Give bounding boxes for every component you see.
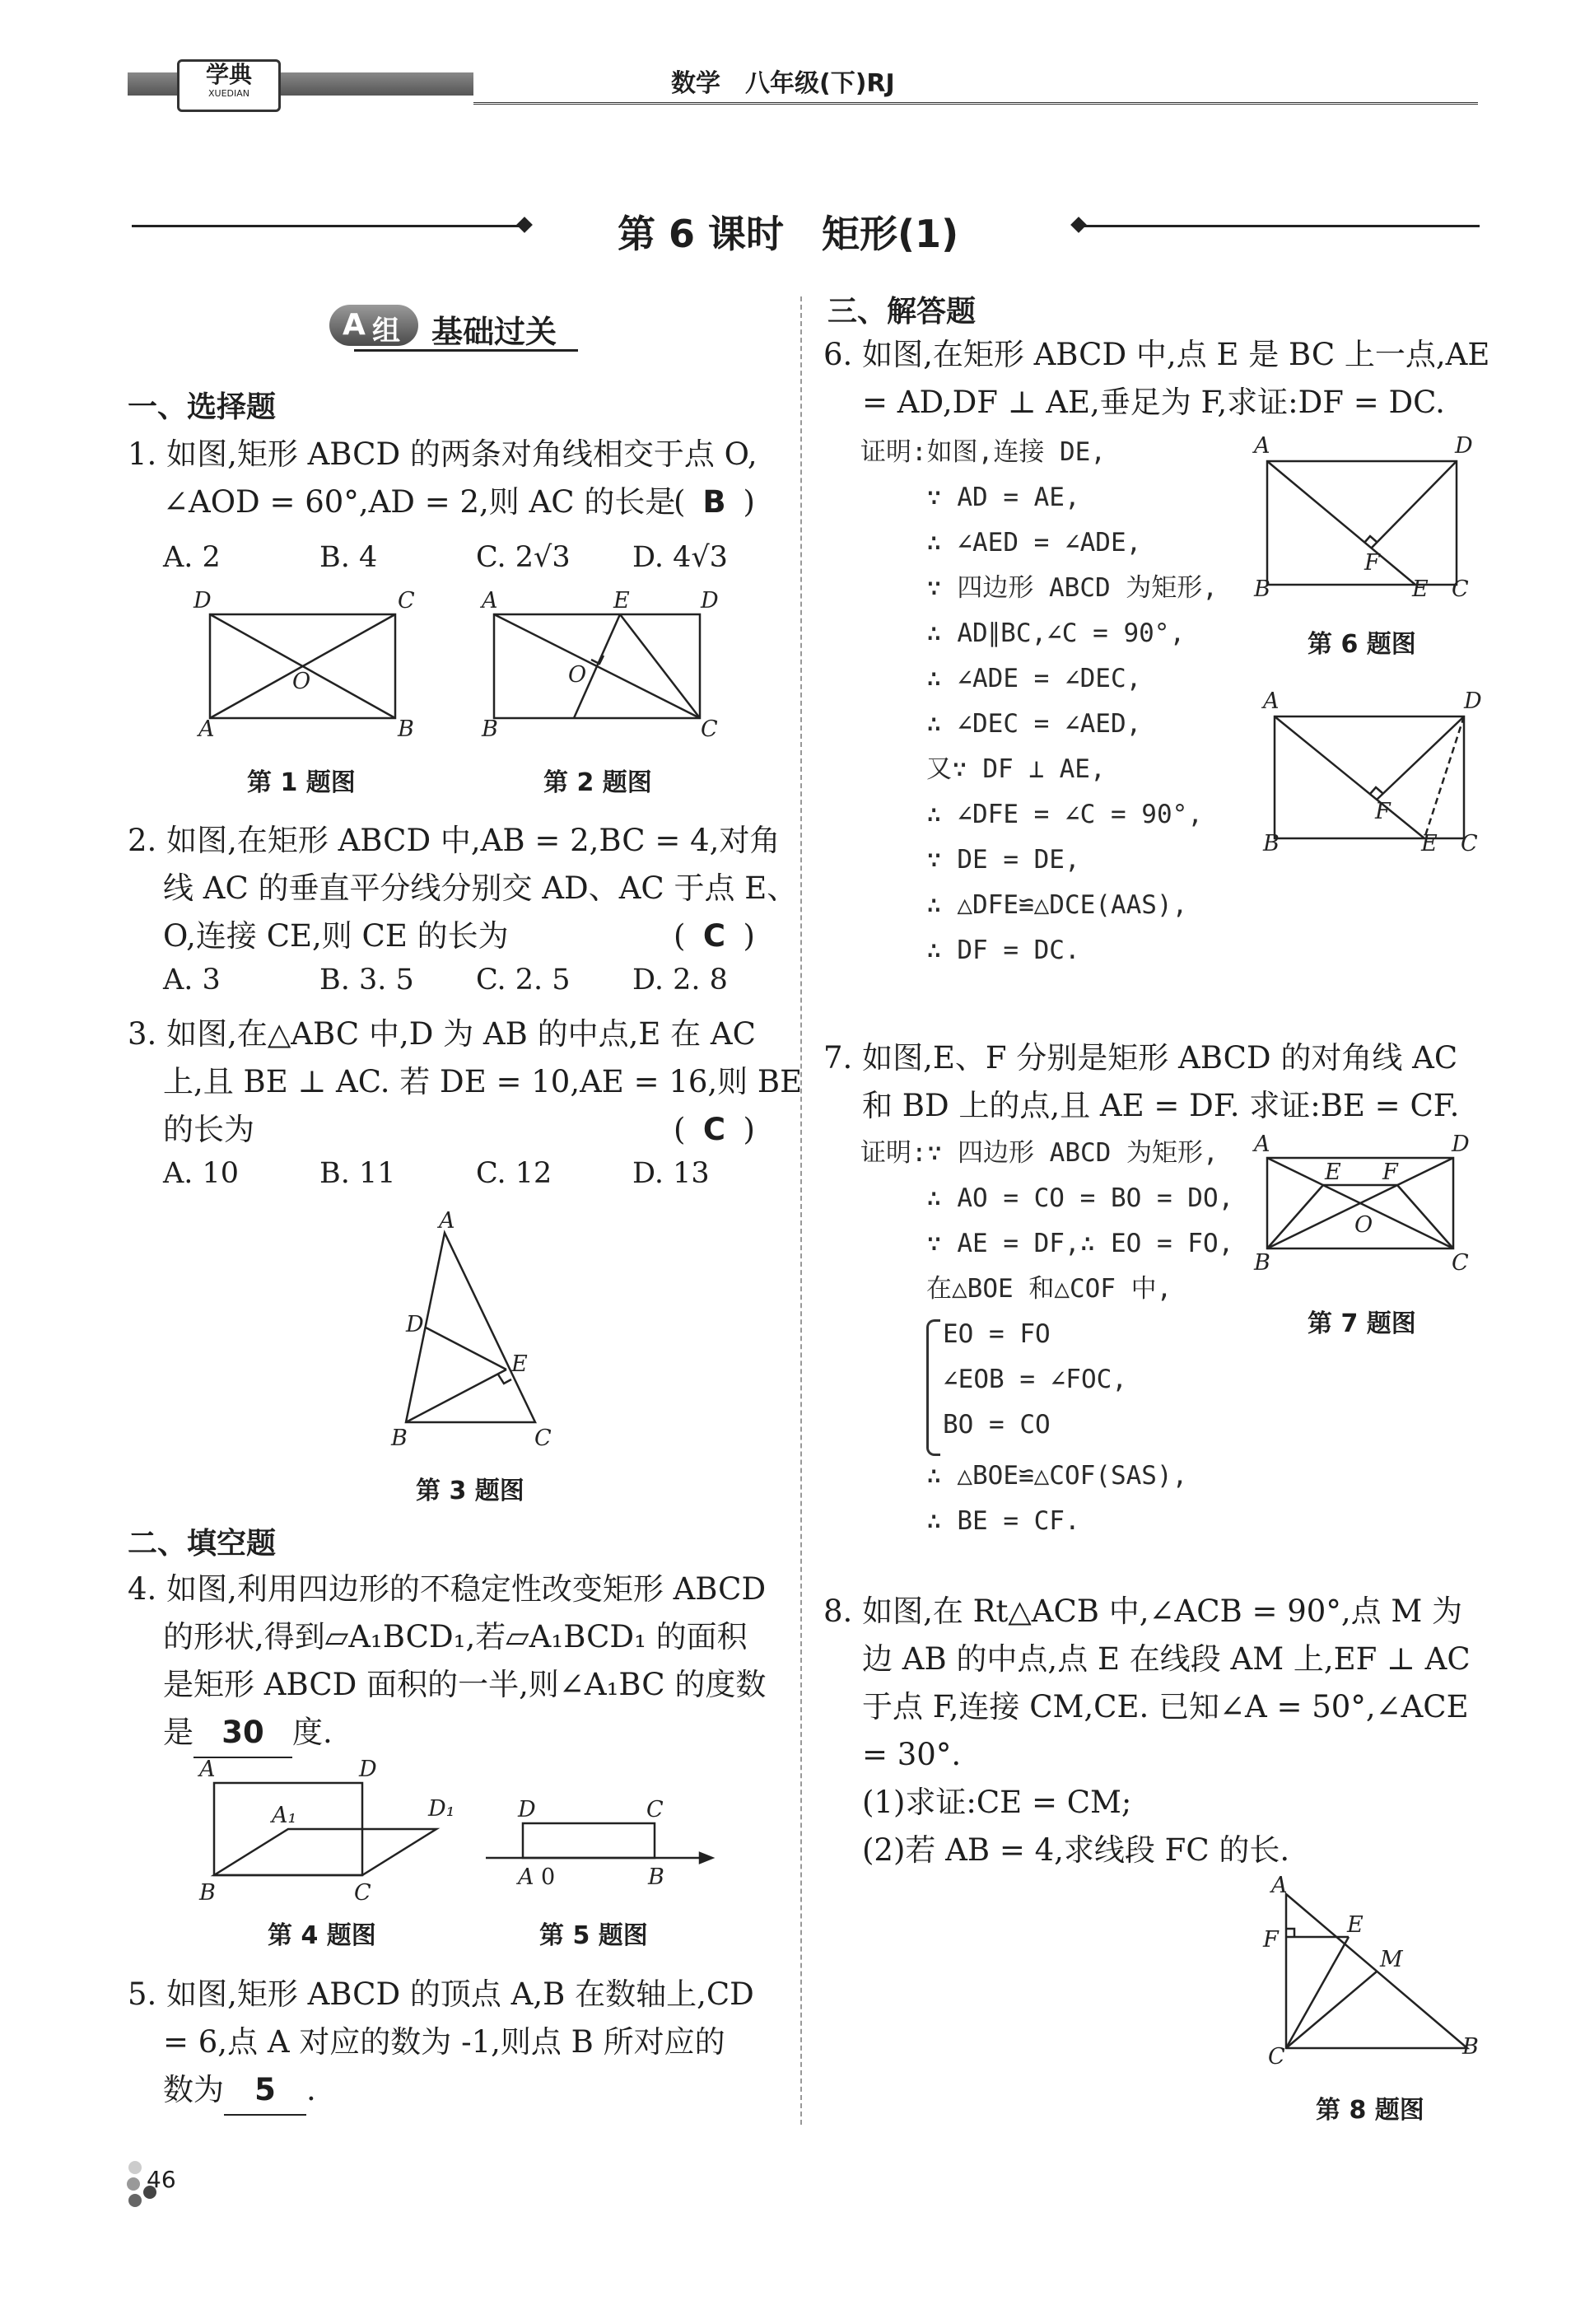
- fig6-right-angle: [1364, 536, 1377, 543]
- fig7-label-d: D: [1452, 1132, 1470, 1157]
- fig2-label-c: C: [701, 716, 718, 741]
- title-diamond-left: [516, 217, 533, 233]
- group-badge-text: 基础过关: [431, 314, 557, 350]
- q6-proof-7: 又∵ DF ⊥ AE,: [926, 754, 1106, 784]
- q2-option-d: D. 2. 8: [632, 964, 728, 996]
- q1-option-a: A. 2: [163, 541, 221, 574]
- fig8-label-c: C: [1268, 2044, 1285, 2069]
- q3-option-b: B. 11: [319, 1157, 396, 1190]
- fig7-label-c: C: [1452, 1250, 1469, 1276]
- q2-answer: C: [702, 918, 726, 954]
- q6-line1: 6. 如图,在矩形 ABCD 中,点 E 是 BC 上一点,AE: [823, 337, 1490, 372]
- fig6b-label-c: C: [1461, 831, 1478, 856]
- q1-line2: ∠AOD = 60°,AD = 2,则 AC 的长是: [163, 484, 676, 520]
- footer-dot: [128, 2161, 142, 2174]
- header-bar: [128, 59, 1478, 109]
- q1-answer-box: ( B ): [674, 478, 755, 526]
- figure-6-answer: [1252, 684, 1499, 856]
- q6-line2: = AD,DF ⊥ AE,垂足为 F,求证:DF = DC.: [862, 385, 1445, 420]
- fig6-rect: [1267, 461, 1457, 585]
- footer-dot: [127, 2177, 140, 2191]
- fig4-label-b: B: [199, 1880, 216, 1906]
- figure-7: [1239, 1128, 1486, 1276]
- fig6-segment-df: [1371, 461, 1457, 548]
- q2-option-b: B. 3. 5: [319, 964, 414, 996]
- fig3-segment-de: [426, 1328, 506, 1370]
- q7-proof-7: ∴ △BOE≌△COF(SAS),: [926, 1461, 1188, 1491]
- q2-line1: 2. 如图,在矩形 ABCD 中,AB = 2,BC = 4,对角: [128, 823, 781, 858]
- fig3-label-e: E: [511, 1351, 528, 1377]
- fig7-segment-be: [1267, 1185, 1323, 1248]
- caption-fig7: 第 7 题图: [1308, 1309, 1416, 1338]
- q2-line2: 线 AC 的垂直平分线分别交 AD、AC 于点 E、: [163, 870, 798, 906]
- caption-fig3: 第 3 题图: [416, 1477, 524, 1505]
- q4-line4-prefix: 是: [163, 1715, 193, 1750]
- page-number: 46: [147, 2166, 176, 2193]
- fig4-label-d1: D₁: [428, 1796, 455, 1822]
- fig1-label-b: B: [398, 716, 414, 741]
- q3-line3: 的长为: [163, 1112, 254, 1147]
- q5-line3-prefix: 数为: [163, 2072, 224, 2107]
- fig3-label-a: A: [439, 1208, 455, 1234]
- fig2-label-e: E: [613, 588, 630, 614]
- q7-proof-3: 在△BOE 和△COF 中,: [926, 1274, 1172, 1304]
- q3-answer: C: [702, 1112, 726, 1147]
- q6-proof-6: ∴ ∠DEC = ∠AED,: [926, 709, 1142, 739]
- fig6-label-c: C: [1452, 576, 1469, 601]
- figure-2: [473, 585, 737, 741]
- q7-line1: 7. 如图,E、F 分别是矩形 ABCD 的对角线 AC: [823, 1040, 1458, 1076]
- fig5-label-c: C: [646, 1797, 664, 1822]
- group-badge: [329, 303, 576, 352]
- q2-option-a: A. 3: [163, 964, 221, 996]
- fig5-label-zero: 0: [541, 1864, 556, 1890]
- q2-option-c: C. 2. 5: [476, 964, 571, 996]
- q6-proof-4: ∴ AD∥BC,∠C = 90°,: [926, 618, 1186, 648]
- fig2-label-a: A: [482, 588, 498, 614]
- fig8-right-angle: [1286, 1929, 1294, 1937]
- q6-proof-10: ∴ △DFE≌△DCE(AAS),: [926, 890, 1188, 920]
- fig6b-label-b: B: [1263, 831, 1280, 856]
- fig8-segment-cm: [1286, 1972, 1377, 2048]
- q5-line2: = 6,点 A 对应的数为 -1,则点 B 所对应的: [163, 2024, 725, 2060]
- fig7-label-f: F: [1382, 1160, 1398, 1185]
- fig7-label-e: E: [1325, 1160, 1341, 1185]
- fig2-label-o: O: [568, 662, 587, 688]
- q4-line4-suffix: 度.: [292, 1715, 333, 1750]
- q4-line1: 4. 如图,利用四边形的不稳定性改变矩形 ABCD: [128, 1571, 767, 1607]
- fig5-rect: [523, 1823, 655, 1858]
- fig6-label-f: F: [1364, 550, 1380, 576]
- fig3-right-angle: [498, 1374, 511, 1384]
- q7-brace: [926, 1319, 940, 1456]
- q7-proof-4: EO = FO: [943, 1319, 1051, 1349]
- fig2-label-d: D: [701, 588, 719, 614]
- q3-option-c: C. 12: [476, 1157, 552, 1190]
- q5-line3-suffix: .: [306, 2072, 316, 2107]
- fig6b-label-f: F: [1375, 799, 1391, 824]
- q1-option-d: D. 4√3: [632, 541, 728, 574]
- q6-proof-9: ∵ DE = DE,: [926, 845, 1080, 875]
- fig7-label-o: O: [1354, 1212, 1373, 1238]
- q3-line1: 3. 如图,在△ABC 中,D 为 AB 的中点,E 在 AC: [128, 1016, 756, 1052]
- caption-fig4: 第 4 题图: [268, 1921, 376, 1950]
- fig2-segment-ce: [620, 614, 700, 718]
- fig7-label-a: A: [1254, 1132, 1270, 1157]
- fig5-label-d: D: [518, 1797, 536, 1822]
- q7-proof-0: 证明:∵ 四边形 ABCD 为矩形,: [860, 1138, 1219, 1168]
- title-rule-right: [1080, 225, 1480, 227]
- q1-line1: 1. 如图,矩形 ABCD 的两条对角线相交于点 O,: [128, 436, 758, 472]
- q3-line2: 上,且 BE ⊥ AC. 若 DE = 10,AE = 16,则 BE: [163, 1064, 803, 1099]
- q1-option-b: B. 4: [319, 541, 378, 574]
- figure-5: [482, 1795, 716, 1902]
- fig8-label-a: A: [1271, 1873, 1288, 1898]
- q8-line6: (2)若 AB = 4,求线段 FC 的长.: [862, 1832, 1290, 1868]
- header-rule: [473, 102, 1478, 105]
- q6-proof-3: ∵ 四边形 ABCD 为矩形,: [926, 573, 1218, 603]
- fig4-label-a1: A₁: [272, 1803, 297, 1828]
- q8-line1: 8. 如图,在 Rt△ACB 中,∠ACB = 90°,点 M 为: [823, 1594, 1463, 1629]
- page-title: 第 6 课时 矩形(1): [618, 212, 959, 256]
- fig6-label-a: A: [1254, 433, 1270, 459]
- q6-proof-8: ∴ ∠DFE = ∠C = 90°,: [926, 800, 1203, 829]
- group-badge-a: A: [343, 308, 366, 342]
- fig4-label-c: C: [354, 1880, 371, 1906]
- q6-proof-0: 证明:如图,连接 DE,: [860, 437, 1106, 467]
- fig7-segment-cf: [1397, 1185, 1453, 1248]
- fig3-label-d: D: [406, 1312, 424, 1337]
- caption-fig6: 第 6 题图: [1308, 630, 1416, 659]
- fig5-label-a: A: [518, 1864, 534, 1890]
- q4-answer: 30: [193, 1709, 292, 1758]
- fig3-segment-be: [406, 1370, 506, 1422]
- q3-answer-box: ( C ): [674, 1106, 755, 1154]
- fig1-label-o: O: [292, 669, 311, 694]
- fig3-label-b: B: [391, 1426, 408, 1451]
- fig6b-right-angle: [1370, 787, 1382, 794]
- q7-proof-1: ∴ AO = CO = BO = DO,: [926, 1183, 1234, 1213]
- fig8-segment-ce: [1286, 1937, 1349, 2048]
- fig8-label-e: E: [1347, 1912, 1364, 1938]
- q4-line3: 是矩形 ABCD 面积的一半,则∠A₁BC 的度数: [163, 1667, 767, 1702]
- fig8-label-f: F: [1263, 1927, 1279, 1953]
- q6-proof-1: ∵ AD = AE,: [926, 483, 1080, 512]
- caption-fig5: 第 5 题图: [539, 1921, 648, 1950]
- q8-line2: 边 AB 的中点,点 E 在线段 AM 上,EF ⊥ AC: [862, 1641, 1471, 1677]
- logo-sub: XUEDIAN: [207, 88, 249, 99]
- q7-line2: 和 BD 上的点,且 AE = DF. 求证:BE = CF.: [862, 1088, 1460, 1123]
- figure-6: [1239, 428, 1486, 601]
- q8-line3: 于点 F,连接 CM,CE. 已知∠A = 50°,∠ACE: [862, 1689, 1469, 1724]
- figure-8: [1252, 1871, 1499, 2069]
- q7-proof-8: ∴ BE = CF.: [926, 1506, 1080, 1536]
- column-divider: [800, 296, 802, 2125]
- logo: [177, 59, 281, 112]
- footer-dot: [128, 2194, 142, 2207]
- q2-line3: O,连接 CE,则 CE 的长为: [163, 918, 509, 954]
- fig5-label-b: B: [648, 1864, 664, 1890]
- q1-answer: B: [702, 484, 726, 520]
- caption-fig1: 第 1 题图: [247, 768, 356, 797]
- section-choice: 一、选择题: [128, 390, 277, 424]
- fig6-label-e: E: [1412, 576, 1429, 601]
- q5-line1: 5. 如图,矩形 ABCD 的顶点 A,B 在数轴上,CD: [128, 1976, 754, 2012]
- title-rule-left: [132, 225, 527, 227]
- fig4-label-a: A: [199, 1758, 216, 1782]
- caption-fig2: 第 2 题图: [543, 768, 652, 797]
- q6-proof-11: ∴ DF = DC.: [926, 936, 1080, 965]
- fig1-label-a: A: [198, 716, 215, 741]
- fig1-label-d: D: [193, 588, 212, 614]
- fig6b-label-d: D: [1464, 688, 1482, 714]
- fig5-arrow: [700, 1853, 712, 1863]
- header-subject: 数学 八年级(下)RJ: [671, 69, 895, 98]
- fig6-label-d: D: [1455, 433, 1473, 459]
- fig6b-rect: [1275, 716, 1464, 838]
- fig4-label-d: D: [359, 1758, 377, 1782]
- q5-answer: 5: [224, 2066, 306, 2116]
- figure-4: [189, 1758, 461, 1906]
- fig6b-label-a: A: [1263, 688, 1280, 714]
- q2-answer-box: ( C ): [674, 912, 755, 960]
- q3-option-a: A. 10: [163, 1157, 240, 1190]
- q7-proof-6: BO = CO: [943, 1410, 1051, 1440]
- q8-line4: = 30°.: [862, 1737, 962, 1772]
- fig6-label-b: B: [1254, 576, 1270, 601]
- fig6b-label-e: E: [1421, 831, 1438, 856]
- figure-3: [375, 1206, 589, 1454]
- fig8-label-b: B: [1462, 2034, 1479, 2060]
- q8-line5: (1)求证:CE = CM;: [862, 1785, 1132, 1820]
- fig2-label-b: B: [482, 716, 498, 741]
- q4-line2: 的形状,得到▱A₁BCD₁,若▱A₁BCD₁ 的面积: [163, 1619, 748, 1654]
- section-solve: 三、解答题: [827, 295, 977, 329]
- q6-proof-2: ∴ ∠AED = ∠ADE,: [926, 528, 1142, 558]
- figure-1: [185, 585, 432, 741]
- q3-option-d: D. 13: [632, 1157, 710, 1190]
- q6-proof-5: ∴ ∠ADE = ∠DEC,: [926, 664, 1142, 693]
- fig3-triangle: [406, 1233, 535, 1422]
- caption-fig8: 第 8 题图: [1316, 2096, 1424, 2125]
- q4-line4: [163, 1709, 333, 1758]
- q7-proof-5: ∠EOB = ∠FOC,: [943, 1365, 1127, 1394]
- q5-line3: [163, 2066, 316, 2116]
- fig6-segment-ae: [1267, 461, 1415, 585]
- logo-text: 学典: [205, 61, 252, 88]
- fig4-parallelogram: [214, 1829, 436, 1875]
- q7-proof-2: ∵ AE = DF,∴ EO = FO,: [926, 1229, 1234, 1258]
- fig6b-segment-ae: [1275, 716, 1424, 838]
- group-badge-underline: [354, 349, 578, 352]
- group-badge-b: 组: [372, 315, 400, 348]
- section-fill: 二、填空题: [128, 1527, 277, 1561]
- fig3-label-c: C: [534, 1426, 552, 1451]
- q1-option-c: C. 2√3: [476, 541, 571, 574]
- fig8-label-m: M: [1380, 1947, 1403, 1972]
- fig1-label-c: C: [398, 588, 415, 614]
- fig7-label-b: B: [1254, 1250, 1270, 1276]
